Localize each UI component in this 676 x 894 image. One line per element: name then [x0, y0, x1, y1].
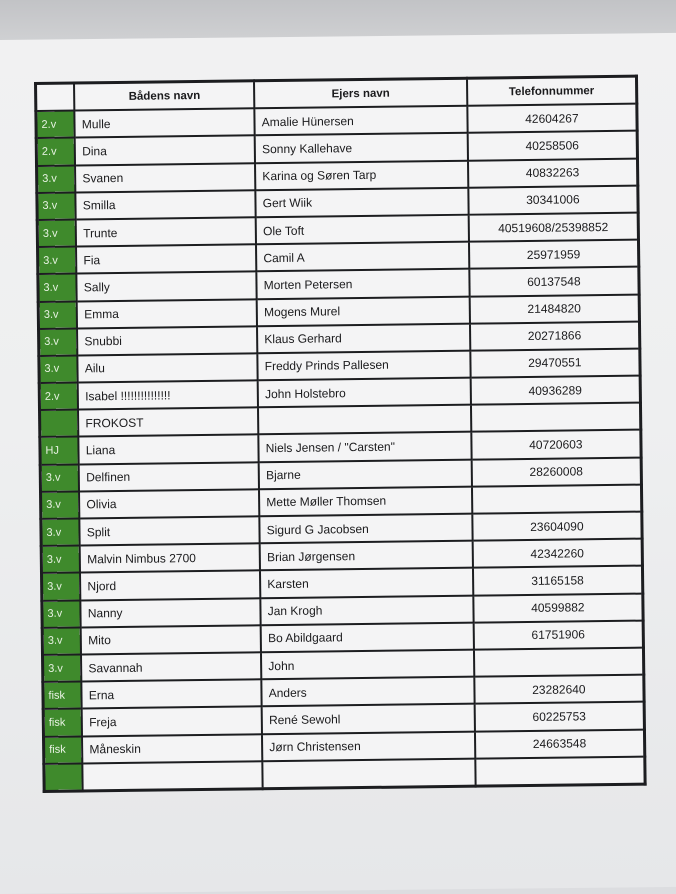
- phone-cell: 61751906: [473, 620, 643, 649]
- phone-cell: [471, 403, 641, 432]
- class-cell: [40, 410, 79, 438]
- class-cell: 3.v: [39, 355, 78, 383]
- empty-cell: [44, 763, 83, 791]
- phone-cell: 40599882: [473, 593, 643, 622]
- phone-cell: [474, 648, 644, 677]
- phone-cell: 20271866: [470, 321, 640, 350]
- owner-name-cell: Karsten: [260, 568, 473, 598]
- header-phone: Telefonnummer: [467, 76, 637, 106]
- class-cell: fisk: [43, 682, 82, 710]
- phone-cell: 30341006: [468, 185, 638, 214]
- owner-name-cell: Anders: [262, 677, 475, 707]
- class-cell: 2.v: [36, 111, 75, 139]
- boat-name-cell: Trunte: [76, 217, 256, 246]
- boat-name-cell: Freja: [82, 707, 262, 736]
- table-row-empty: [44, 756, 645, 791]
- phone-cell: 42342260: [472, 539, 642, 568]
- phone-cell: 25971959: [469, 240, 639, 269]
- phone-cell: 60137548: [469, 267, 639, 296]
- boat-name-cell: Snubbi: [77, 326, 257, 355]
- owner-name-cell: Morten Petersen: [257, 269, 470, 299]
- class-cell: 3.v: [42, 654, 81, 682]
- owner-name-cell: Sonny Kallehave: [255, 133, 468, 163]
- boat-name-cell: Emma: [77, 299, 257, 328]
- class-cell: 3.v: [38, 301, 77, 329]
- class-cell: 3.v: [42, 573, 81, 601]
- owner-name-cell: Sigurd G Jacobsen: [260, 514, 473, 544]
- class-cell: 3.v: [38, 247, 77, 275]
- owner-name-cell: John Holstebro: [258, 378, 471, 408]
- empty-cell: [475, 756, 645, 786]
- boat-name-cell: Olivia: [79, 489, 259, 518]
- owner-name-cell: Amalie Hünersen: [255, 106, 468, 136]
- boat-list-sheet: [34, 75, 647, 793]
- class-cell: 2.v: [36, 138, 75, 166]
- phone-cell: 40720603: [471, 430, 641, 459]
- boat-name-cell: Delfinen: [79, 462, 259, 491]
- class-cell: HJ: [40, 437, 79, 465]
- boat-name-cell: Malvin Nimbus 2700: [80, 543, 260, 572]
- boat-name-cell: Ailu: [78, 353, 258, 382]
- owner-name-cell: René Sewohl: [262, 704, 475, 734]
- phone-cell: 31165158: [473, 566, 643, 595]
- boat-name-cell: Mulle: [75, 108, 255, 137]
- phone-cell: 40258506: [467, 131, 637, 160]
- phone-cell: 24663548: [475, 729, 645, 758]
- boat-name-cell: Split: [80, 516, 260, 545]
- phone-cell: [472, 484, 642, 513]
- boat-name-cell: Mito: [81, 625, 261, 654]
- owner-name-cell: Mogens Murel: [257, 296, 470, 326]
- owner-name-cell: Klaus Gerhard: [257, 323, 470, 353]
- boat-name-cell: Svanen: [75, 163, 255, 192]
- boat-name-cell: Smilla: [76, 190, 256, 219]
- class-cell: 3.v: [38, 274, 77, 302]
- owner-name-cell: Bjarne: [259, 459, 472, 489]
- boat-name-cell: FROKOST: [78, 408, 258, 437]
- owner-name-cell: John: [261, 650, 474, 680]
- class-cell: 3.v: [37, 219, 76, 247]
- class-cell: 3.v: [41, 518, 80, 546]
- class-cell: fisk: [43, 709, 82, 737]
- boat-name-cell: Liana: [79, 435, 259, 464]
- owner-name-cell: Freddy Prinds Pallesen: [258, 351, 471, 381]
- owner-name-cell: Bo Abildgaard: [261, 622, 474, 652]
- empty-cell: [263, 758, 476, 788]
- phone-cell: 29470551: [470, 348, 640, 377]
- boat-table: [34, 75, 647, 793]
- class-cell: 3.v: [37, 165, 76, 193]
- class-cell: 3.v: [41, 546, 80, 574]
- class-cell: 3.v: [42, 600, 81, 628]
- owner-name-cell: Ole Toft: [256, 215, 469, 245]
- owner-name-cell: Brian Jørgensen: [260, 541, 473, 571]
- boat-name-cell: Njord: [80, 571, 260, 600]
- header-boat-name: Bådens navn: [74, 81, 254, 111]
- owner-name-cell: Jørn Christensen: [262, 731, 475, 761]
- boat-name-cell: Nanny: [81, 598, 261, 627]
- class-cell: 3.v: [42, 627, 81, 655]
- phone-cell: 21484820: [469, 294, 639, 323]
- owner-name-cell: [258, 405, 471, 435]
- class-cell: 3.v: [41, 491, 80, 519]
- phone-cell: 28260008: [471, 457, 641, 486]
- class-cell: 2.v: [39, 383, 78, 411]
- empty-cell: [83, 761, 263, 791]
- boat-name-cell: Erna: [82, 679, 262, 708]
- phone-cell: 40936289: [470, 376, 640, 405]
- owner-name-cell: Camil A: [256, 242, 469, 272]
- class-cell: 3.v: [40, 464, 79, 492]
- class-cell: fisk: [43, 736, 82, 764]
- phone-cell: 42604267: [467, 104, 637, 133]
- boat-name-cell: Savannah: [81, 652, 261, 681]
- class-cell: 3.v: [39, 328, 78, 356]
- owner-name-cell: Mette Møller Thomsen: [259, 486, 472, 516]
- header-owner-name: Ejers navn: [254, 78, 467, 108]
- owner-name-cell: Jan Krogh: [261, 595, 474, 625]
- phone-cell: 40519608/25398852: [468, 213, 638, 242]
- owner-name-cell: Gert Wiik: [256, 187, 469, 217]
- boat-name-cell: Fia: [76, 244, 256, 273]
- boat-name-cell: Isabel !!!!!!!!!!!!!!!: [78, 380, 258, 409]
- phone-cell: 23604090: [472, 512, 642, 541]
- class-cell: 3.v: [37, 192, 76, 220]
- header-class: [36, 83, 75, 111]
- boat-name-cell: Sally: [77, 272, 257, 301]
- owner-name-cell: Karina og Søren Tarp: [255, 160, 468, 190]
- boat-name-cell: Måneskin: [82, 734, 262, 763]
- owner-name-cell: Niels Jensen / "Carsten": [259, 432, 472, 462]
- phone-cell: 23282640: [474, 675, 644, 704]
- phone-cell: 60225753: [474, 702, 644, 731]
- phone-cell: 40832263: [468, 158, 638, 187]
- boat-name-cell: Dina: [75, 136, 255, 165]
